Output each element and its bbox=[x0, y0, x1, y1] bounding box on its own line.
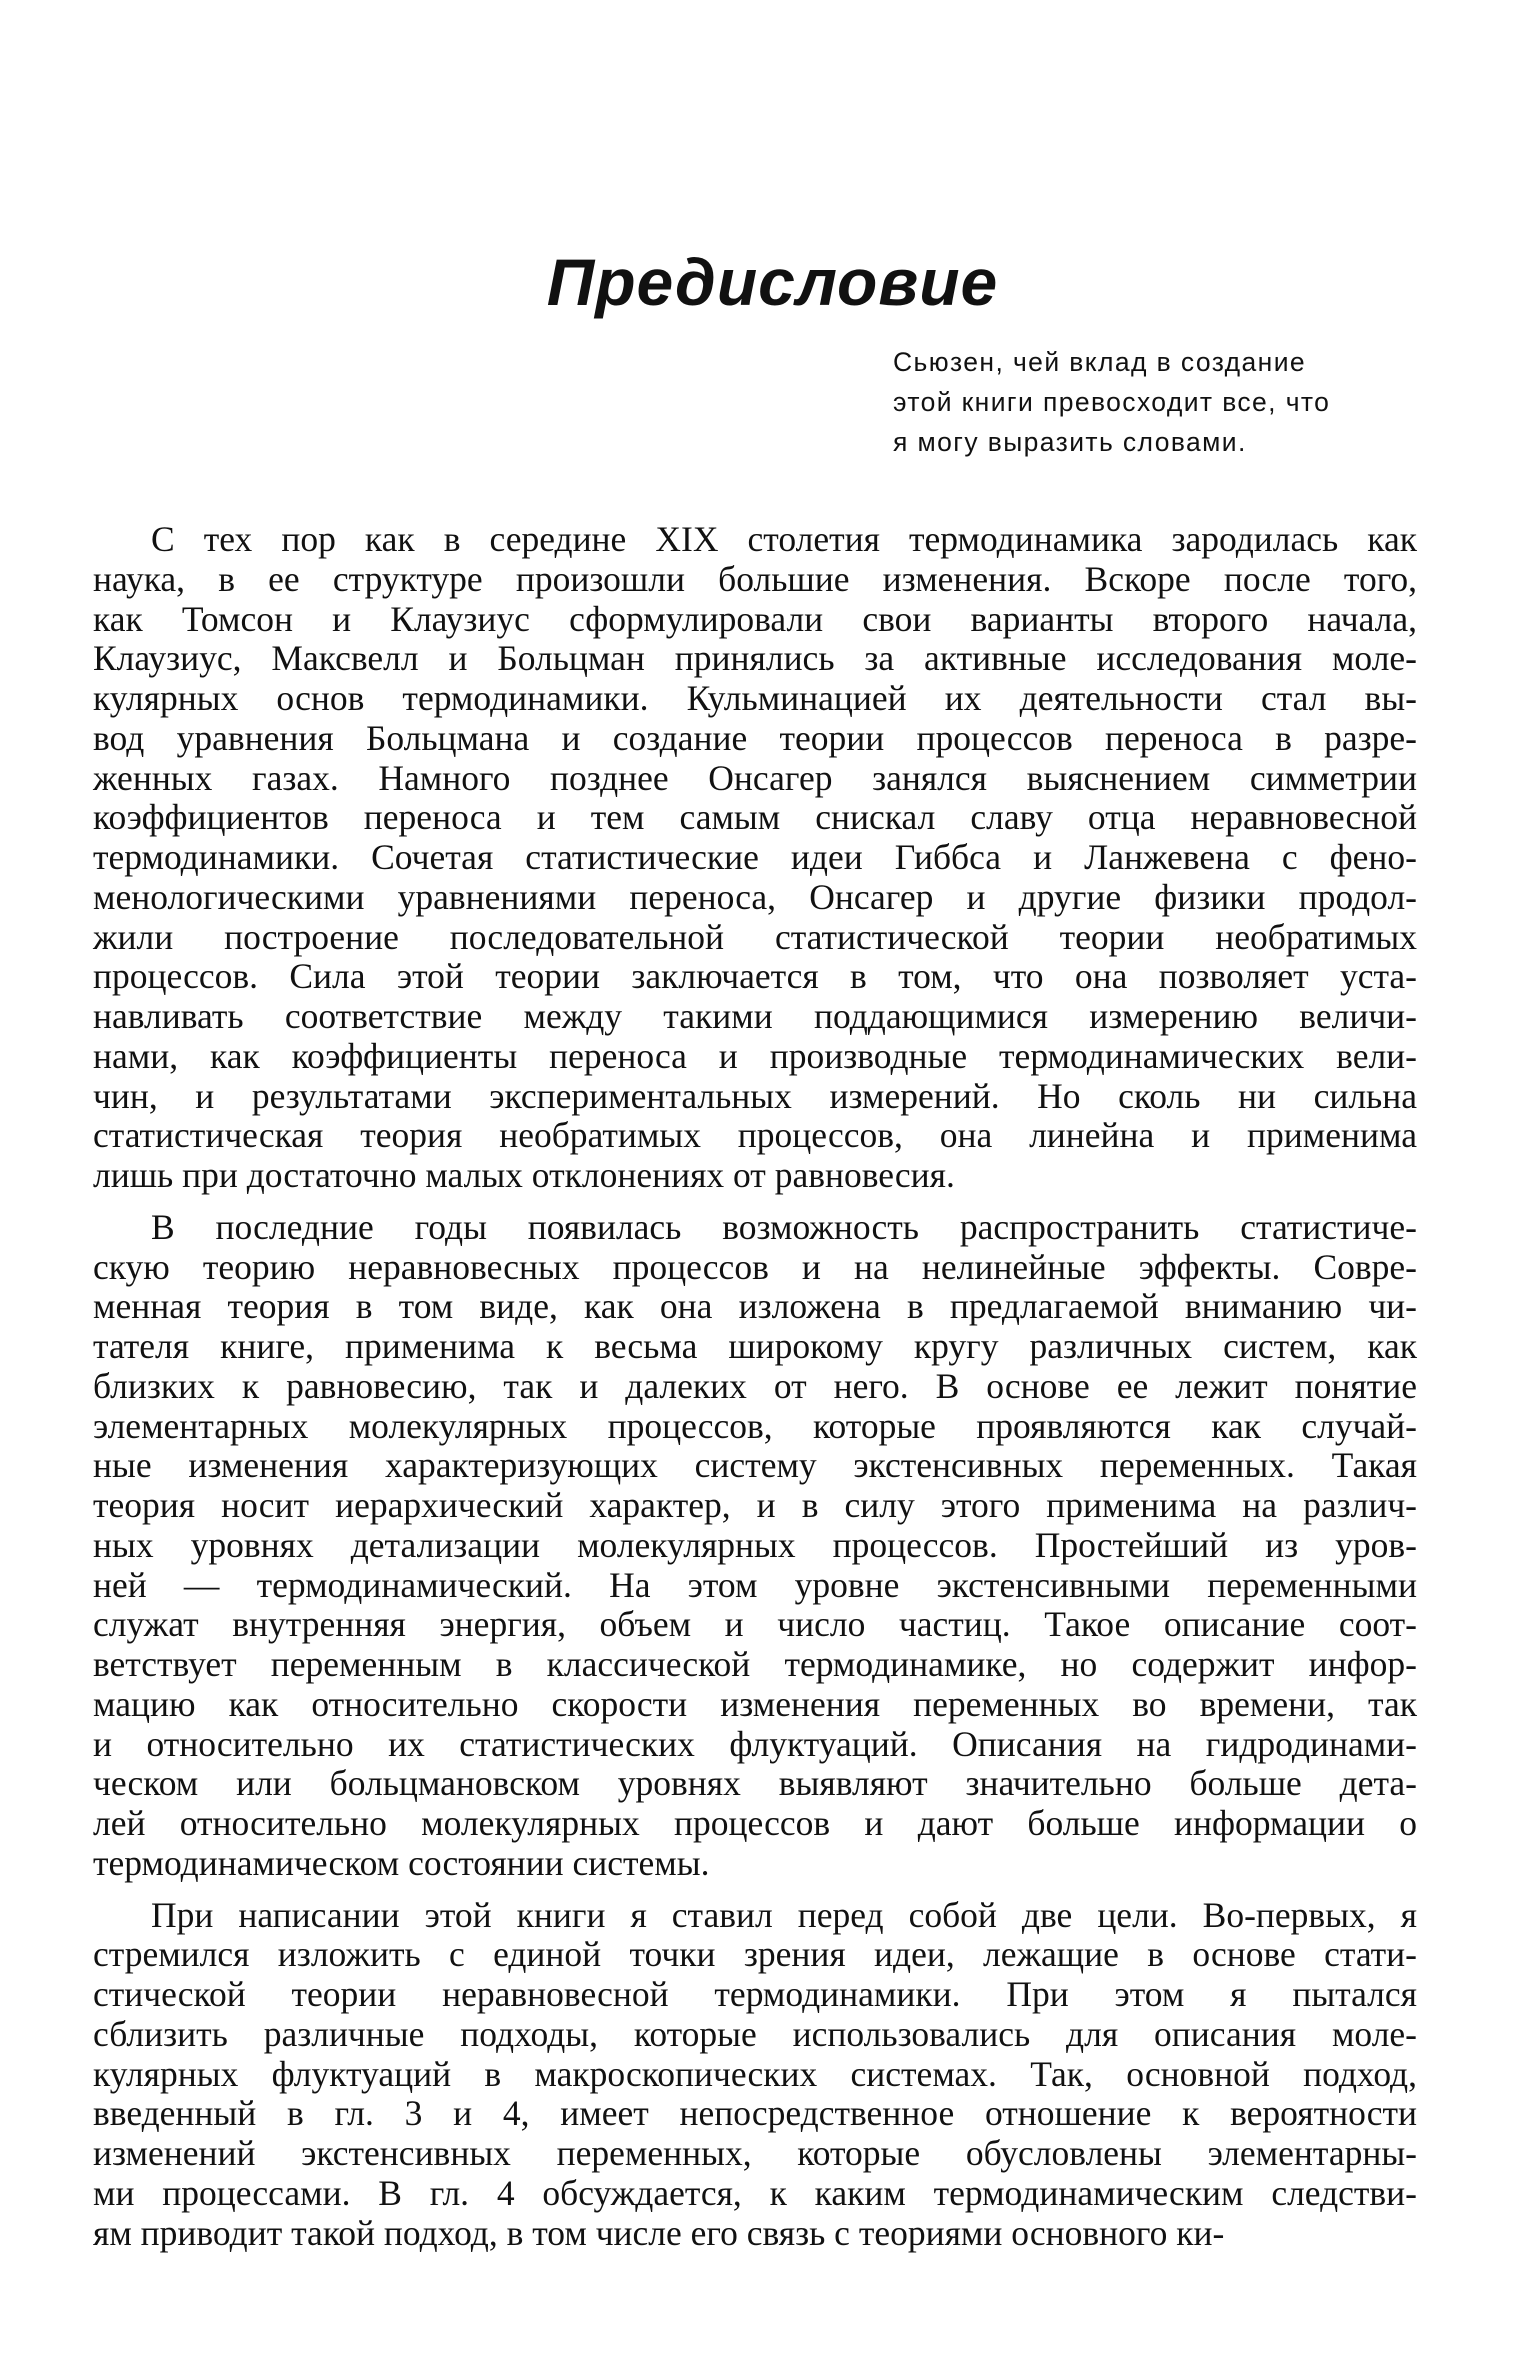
epigraph bbox=[893, 342, 1453, 462]
paragraph-line: В последние годы появилась возможность распространить статистиче- bbox=[151, 1206, 1417, 1247]
epigraph-line: я могу выразить словами. bbox=[893, 427, 1247, 457]
paragraph-gap bbox=[93, 1196, 1417, 1208]
paragraph-3 bbox=[93, 1896, 1417, 2254]
paragraph-line: близких к равновесию, так и далеких от него. В основе ее лежит понятие bbox=[93, 1365, 1417, 1406]
paragraph-line: менная теория в том виде, как она изложена в предлагаемой вниманию чи- bbox=[93, 1286, 1417, 1327]
paragraph-line: изменений экстенсивных переменных, которые обусловлены элементарны- bbox=[93, 2133, 1417, 2173]
paragraph-line: С тех пор как в середине XIX столетия термодинамика зародилась как bbox=[151, 519, 1417, 559]
paragraph-line: ней — термодинамический. На этом уровне экстенсивными переменными bbox=[93, 1564, 1417, 1605]
paragraph-line: наука, в ее структуре произошли большие изменения. Вскоре после того, bbox=[93, 558, 1417, 599]
paragraph-line: скую теорию неравновесных процессов и на нелинейные эффекты. Совре- bbox=[93, 1246, 1417, 1287]
paragraph-line: теория носит иерархический характер, и в силу этого применима на различ- bbox=[93, 1485, 1417, 1525]
paragraph-line: жили построение последовательной статистической теории необратимых bbox=[93, 916, 1417, 957]
paragraph-line: менологическими уравнениями переноса, Онсагер и другие физики продол- bbox=[93, 876, 1417, 917]
paragraph-line: стической теории неравновесной термодинамики. При этом я пытался bbox=[93, 1974, 1417, 2014]
paragraph-line: статистическая теория необратимых процессов, она линейна и применима bbox=[93, 1115, 1417, 1156]
epigraph-line: этой книги превосходит все, что bbox=[893, 387, 1331, 417]
paragraph-line: навливать соответствие между такими поддающимися измерению величи- bbox=[93, 996, 1417, 1036]
paragraph-line: процессов. Сила этой теории заключается в том, что она позволяет уста- bbox=[93, 956, 1417, 997]
paragraph-line: коэффициентов переноса и тем самым снискал славу отца неравновесной bbox=[93, 797, 1417, 838]
paragraph-line: ветствует переменным в классической термодинамике, но содержит инфор- bbox=[93, 1644, 1417, 1684]
paragraph-gap bbox=[93, 1884, 1417, 1896]
paragraph-line: элементарных молекулярных процессов, которые проявляются как случай- bbox=[93, 1405, 1417, 1446]
paragraph-line: лишь при достаточно малых отклонениях от равновесия. bbox=[93, 1155, 955, 1195]
paragraph-line: служат внутренняя энергия, объем и число частиц. Такое описание соот- bbox=[93, 1604, 1417, 1645]
paragraph-line: мацию как относительно скорости изменения переменных во времени, так bbox=[93, 1683, 1417, 1724]
paragraph-line: ные изменения характеризующих систему экстенсивных переменных. Такая bbox=[93, 1445, 1417, 1486]
paragraph-1 bbox=[93, 520, 1417, 1196]
paragraph-line: вод уравнения Больцмана и создание теории процессов переноса в разре- bbox=[93, 717, 1417, 758]
paragraph-line: кулярных флуктуаций в макроскопических системах. Так, основной подход, bbox=[93, 2053, 1417, 2094]
paragraph-line: нами, как коэффициенты переноса и производные термодинамических вели- bbox=[93, 1035, 1417, 1076]
paragraph-line: кулярных основ термодинамики. Кульминацией их деятельности стал вы- bbox=[93, 678, 1417, 718]
paragraph-line: введенный в гл. 3 и 4, имеет непосредственное отношение к вероятности bbox=[93, 2093, 1417, 2134]
paragraph-line: женных газах. Намного позднее Онсагер занялся выяснением симметрии bbox=[93, 757, 1417, 798]
paragraph-line: При написании этой книги я ставил перед собой две цели. Во-первых, я bbox=[151, 1894, 1417, 1935]
paragraph-line: Клаузиус, Максвелл и Больцман принялись за активные исследования моле- bbox=[93, 638, 1417, 679]
paragraph-line: термодинамическом состоянии системы. bbox=[93, 1842, 710, 1883]
paragraph-line: сблизить различные подходы, которые использовались для описания моле- bbox=[93, 2013, 1417, 2054]
paragraph-line: термодинамики. Сочетая статистические идеи Гиббса и Ланжевена с фено- bbox=[93, 837, 1417, 877]
page-title: Предисловие bbox=[546, 245, 999, 320]
paragraph-line: ческом или больцмановском уровнях выявляют значительно больше дета- bbox=[93, 1763, 1417, 1804]
epigraph-line: Сьюзен, чей вклад в создание bbox=[893, 347, 1307, 377]
paragraph-line: ми процессами. В гл. 4 обсуждается, к каким термодинамическим следстви- bbox=[93, 2172, 1417, 2213]
paragraph-2 bbox=[93, 1208, 1417, 1884]
paragraph-line: стремился изложить с единой точки зрения идеи, лежащие в основе стати- bbox=[93, 1934, 1417, 1975]
paragraph-line: ных уровнях детализации молекулярных процессов. Простейший из уров- bbox=[93, 1524, 1417, 1565]
paragraph-line: чин, и результатами экспериментальных измерений. Но сколь ни сильна bbox=[93, 1075, 1417, 1116]
paragraph-line: лей относительно молекулярных процессов и дают больше информации о bbox=[93, 1803, 1417, 1843]
paragraph-line: как Томсон и Клаузиус сформулировали свои варианты второго начала, bbox=[93, 598, 1417, 639]
paragraph-line: и относительно их статистических флуктуаций. Описания на гидродинами- bbox=[93, 1723, 1417, 1764]
paragraph-line: ям приводит такой подход, в том числе его связь с теориями основного ки- bbox=[93, 2212, 1225, 2253]
paragraph-line: тателя книге, применима к весьма широкому кругу различных систем, как bbox=[93, 1326, 1417, 1366]
body-text bbox=[93, 520, 1417, 2253]
